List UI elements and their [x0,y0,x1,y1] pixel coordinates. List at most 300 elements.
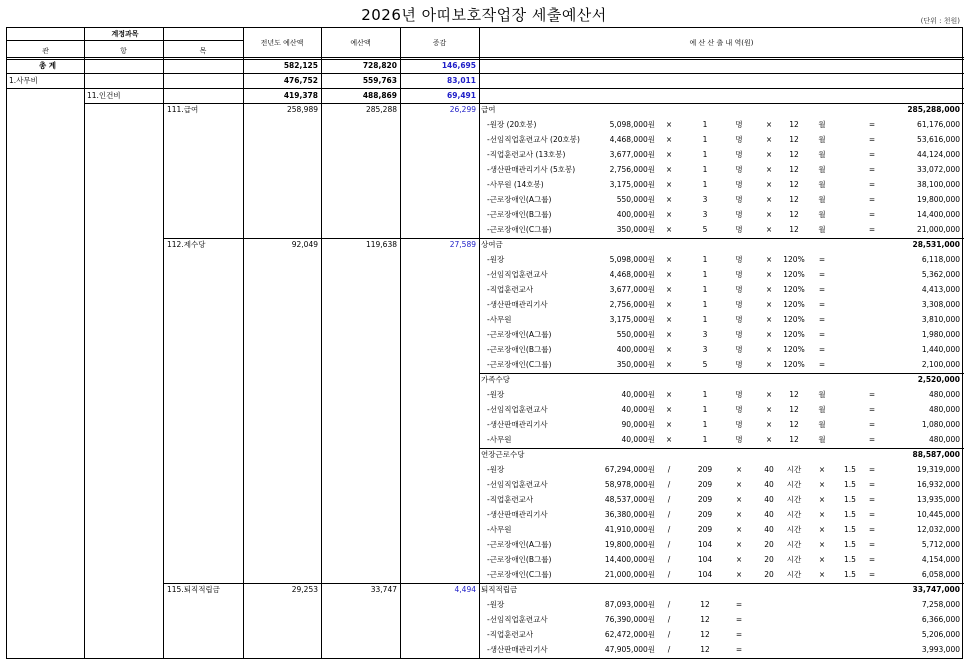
item-amount: 47,905,000원 [604,645,655,654]
row-budget: 559,763 [362,76,397,85]
row-mok: 115.퇴직적립금 [167,585,220,594]
row-hang: 11.인건비 [87,91,121,100]
item-unit: × [818,570,826,579]
item-op: × [665,195,673,204]
item-unit: = [818,330,826,339]
item-qty: 3 [702,195,708,204]
item-qty: 120% [783,360,805,369]
item-amount: 41,910,000원 [604,525,655,534]
item-op: × [765,345,773,354]
item-op: × [665,435,673,444]
item-op: × [765,180,773,189]
item-eq: = [868,135,876,144]
section-total: 2,520,000 [917,375,960,384]
item-unit: 명 [735,255,743,264]
item-op: × [765,390,773,399]
item-result: 3,993,000 [921,645,960,654]
item-qty: 120% [783,285,805,294]
item-result: 1,980,000 [921,330,960,339]
item-name: -선임직업훈련교사 [487,615,548,624]
item-qty: 1 [702,150,708,159]
row-budget: 285,288 [365,105,397,114]
item-qty: 120% [783,300,805,309]
item-qty: 시간 [786,555,802,564]
item-qty: 1 [702,165,708,174]
item-unit: = [735,615,743,624]
item-op: / [667,465,671,474]
item-unit: = [735,645,743,654]
item-op: × [765,150,773,159]
item-qty: 12 [789,180,799,189]
item-amount: 67,294,000원 [604,465,655,474]
item-amount: 40,000원 [621,390,655,399]
row-mok: 111.급여 [167,105,199,114]
item-name: -생산판매관리기사 [487,300,548,309]
item-amount: 400,000원 [616,345,655,354]
item-name: -근로장애인(B그룹) [487,555,552,564]
item-unit: 월 [818,210,826,219]
row-prev-budget: 419,378 [283,91,318,100]
item-unit: × [818,555,826,564]
item-op: / [667,480,671,489]
item-qty: 시간 [786,480,802,489]
item-name: -근로장애인(C그룹) [487,360,552,369]
item-amount: 76,390,000원 [604,615,655,624]
item-eq: = [868,120,876,129]
item-result: 53,616,000 [917,135,960,144]
item-qty: 209 [697,480,713,489]
item-name: -근로장애인(C그룹) [487,570,552,579]
item-op: × [765,270,773,279]
item-result: 480,000 [928,405,960,414]
row-diff: 83,011 [447,76,476,85]
item-eq: = [868,405,876,414]
item-unit: = [818,360,826,369]
item-op: × [765,225,773,234]
col-divider [84,28,85,658]
item-result: 1,440,000 [921,345,960,354]
item-result: 5,206,000 [921,630,960,639]
item-unit: = [818,300,826,309]
item-unit: × [735,510,743,519]
item-unit: = [818,270,826,279]
item-result: 13,935,000 [917,495,960,504]
item-result: 61,176,000 [917,120,960,129]
item-eq: = [868,225,876,234]
item-qty: 1 [702,300,708,309]
item-eq: = [868,435,876,444]
item-eq: = [868,480,876,489]
item-qty: 1 [702,435,708,444]
item-op: × [665,150,673,159]
item-name: -원장 [487,465,505,474]
item-qty: 5 [702,225,708,234]
header-double-line [7,59,964,60]
item-name: -사무원 [487,435,512,444]
item-op: × [665,270,673,279]
item-amount: 40,000원 [621,405,655,414]
item-qty: 12 [789,405,799,414]
item-qty: 104 [697,540,713,549]
row-line [7,73,964,74]
page-title: 2026년 아띠보호작업장 세출예산서 [361,6,607,24]
item-qty: 12 [789,390,799,399]
header-gwan: 관 [42,47,49,55]
item-unit: 명 [735,195,743,204]
item-unit: × [818,510,826,519]
item-result: 6,118,000 [921,255,960,264]
item-eq: = [868,525,876,534]
item-unit: 월 [818,165,826,174]
section-title: 급여 [481,105,496,114]
item-qty: 12 [789,120,799,129]
row-budget: 488,869 [362,91,397,100]
item-amount: 350,000원 [616,360,655,369]
item-op: × [665,300,673,309]
item-op: × [765,120,773,129]
item-eq: = [868,510,876,519]
row-gwan: 1.사무비 [9,76,38,85]
item-qty: 120% [783,255,805,264]
item-amount: 5,098,000원 [609,120,655,129]
header-budget: 예산액 [350,39,371,47]
header-subline [7,40,243,41]
budget-table [6,27,963,659]
item-name: -선임직업훈련교사 [487,480,548,489]
item-op: / [667,645,671,654]
col-divider [321,28,322,658]
row-prev-budget: 92,049 [291,240,318,249]
item-unit: × [818,525,826,534]
item-op: × [665,180,673,189]
item-op: 20 [764,555,774,564]
item-amount: 87,093,000원 [604,600,655,609]
item-amount: 5,098,000원 [609,255,655,264]
item-unit: 명 [735,420,743,429]
item-unit: 명 [735,345,743,354]
item-amount: 90,000원 [621,420,655,429]
item-name: -원장 (20호봉) [487,120,537,129]
item-amount: 350,000원 [616,225,655,234]
item-op: × [665,315,673,324]
item-qty: 209 [697,465,713,474]
item-op: × [665,255,673,264]
item-name: -생산판매관리기사 (5호봉) [487,165,576,174]
item-name: -생산판매관리기사 [487,645,548,654]
item-qty: 1 [702,270,708,279]
item-op: × [765,405,773,414]
item-op: × [665,135,673,144]
item-op: × [665,285,673,294]
row-budget: 119,638 [365,240,397,249]
item-qty: 시간 [786,510,802,519]
item-amount: 48,537,000원 [604,495,655,504]
section-total: 28,531,000 [912,240,960,249]
item-qty: 104 [697,555,713,564]
item-amount: 4,468,000원 [609,270,655,279]
item-name: -선임직업훈련교사 (20호봉) [487,135,580,144]
item-op: × [765,255,773,264]
item-op: × [665,165,673,174]
item-op: / [667,630,671,639]
item-unit: 명 [735,390,743,399]
item-qty: 시간 [786,540,802,549]
item-result: 3,810,000 [921,315,960,324]
item-amount: 3,677,000원 [609,150,655,159]
section-title: 상여금 [481,240,503,249]
item-unit: × [818,495,826,504]
item-eq: = [868,210,876,219]
item-eq: = [868,570,876,579]
item-amount: 550,000원 [616,330,655,339]
item-op: 1.5 [844,480,856,489]
item-op: 40 [764,465,774,474]
item-unit: 명 [735,150,743,159]
section-title: 연장근로수당 [481,450,525,459]
item-result: 19,319,000 [917,465,960,474]
header-mok: 목 [199,47,207,55]
section-total: 33,747,000 [912,585,960,594]
item-op: 20 [764,570,774,579]
item-unit: 명 [735,330,743,339]
item-qty: 12 [789,435,799,444]
item-name: -사무원 (14호봉) [487,180,544,189]
item-op: / [667,600,671,609]
item-op: × [765,285,773,294]
item-unit: × [735,525,743,534]
item-name: -사무원 [487,315,512,324]
item-amount: 400,000원 [616,210,655,219]
item-unit: 월 [818,390,826,399]
item-name: -원장 [487,390,505,399]
col-divider [163,28,164,658]
item-qty: 12 [789,165,799,174]
item-eq: = [868,420,876,429]
item-qty: 12 [789,210,799,219]
item-name: -생산판매관리기사 [487,420,548,429]
item-qty: 209 [697,495,713,504]
section-title: 퇴직적립금 [481,585,518,594]
item-eq: = [868,150,876,159]
item-unit: = [735,600,743,609]
item-amount: 19,800,000원 [604,540,655,549]
item-qty: 1 [702,315,708,324]
header-prev-budget: 전년도 예산액 [260,39,304,47]
item-result: 19,800,000 [917,195,960,204]
item-eq: = [868,180,876,189]
item-qty: 1 [702,420,708,429]
item-qty: 12 [789,195,799,204]
item-unit: 명 [735,165,743,174]
item-result: 21,000,000 [917,225,960,234]
item-name: -근로장애인(B그룹) [487,345,552,354]
header-hang: 항 [120,47,127,55]
item-op: 1.5 [844,570,856,579]
item-unit: = [818,255,826,264]
item-qty: 1 [702,405,708,414]
item-op: × [665,330,673,339]
item-amount: 62,472,000원 [604,630,655,639]
item-unit: 월 [818,120,826,129]
item-op: × [765,165,773,174]
item-eq: = [868,165,876,174]
item-unit: × [735,555,743,564]
header-group: 계정과목 [111,30,139,38]
item-eq: = [868,540,876,549]
col-divider [400,28,401,658]
item-qty: 시간 [786,465,802,474]
col-divider [243,28,244,658]
item-op: 1.5 [844,555,856,564]
item-op: / [667,615,671,624]
item-op: 40 [764,480,774,489]
item-op: 1.5 [844,465,856,474]
item-qty: 209 [697,510,713,519]
item-qty: 1 [702,390,708,399]
item-op: / [667,510,671,519]
item-op: 1.5 [844,525,856,534]
item-op: × [765,435,773,444]
item-unit: 월 [818,435,826,444]
item-name: -근로장애인(C그룹) [487,225,552,234]
item-qty: 1 [702,255,708,264]
header-detail: 예 산 산 출 내 역(원) [689,39,754,47]
item-unit: × [818,465,826,474]
item-result: 33,072,000 [917,165,960,174]
item-unit: × [735,570,743,579]
item-op: × [665,225,673,234]
item-qty: 3 [702,210,708,219]
item-qty: 120% [783,330,805,339]
item-result: 12,032,000 [917,525,960,534]
item-unit: 명 [735,315,743,324]
item-result: 4,413,000 [921,285,960,294]
item-op: / [667,540,671,549]
item-op: × [765,195,773,204]
item-qty: 12 [700,630,710,639]
item-amount: 40,000원 [621,435,655,444]
item-qty: 3 [702,345,708,354]
item-name: -직업훈련교사 [487,285,534,294]
item-name: -원장 [487,255,505,264]
item-unit: 명 [735,300,743,309]
item-result: 38,100,000 [917,180,960,189]
row-prev-budget: 582,125 [283,61,318,70]
item-amount: 3,175,000원 [609,180,655,189]
item-unit: 명 [735,225,743,234]
item-qty: 12 [700,615,710,624]
item-amount: 3,175,000원 [609,315,655,324]
item-unit: × [735,465,743,474]
item-result: 480,000 [928,435,960,444]
item-unit: = [818,315,826,324]
item-op: × [665,345,673,354]
item-op: 40 [764,510,774,519]
item-op: × [765,300,773,309]
item-amount: 3,677,000원 [609,285,655,294]
item-amount: 4,468,000원 [609,135,655,144]
item-name: -직업훈련교사 [487,630,534,639]
item-qty: 3 [702,330,708,339]
item-unit: 명 [735,135,743,144]
item-unit: 월 [818,180,826,189]
item-amount: 2,756,000원 [609,300,655,309]
item-amount: 2,756,000원 [609,165,655,174]
row-mok: 112.제수당 [167,240,206,249]
item-name: -근로장애인(A그룹) [487,330,552,339]
item-name: -직업훈련교사 (13호봉) [487,150,566,159]
item-unit: 월 [818,420,826,429]
item-amount: 21,000,000원 [604,570,655,579]
item-op: × [665,120,673,129]
row-diff: 4,494 [454,585,476,594]
item-unit: = [735,630,743,639]
item-qty: 12 [789,150,799,159]
item-result: 7,258,000 [921,600,960,609]
item-result: 16,932,000 [917,480,960,489]
item-op: × [665,210,673,219]
item-qty: 104 [697,570,713,579]
item-op: × [665,390,673,399]
item-amount: 36,380,000원 [604,510,655,519]
header-bottom-line [7,57,964,58]
item-result: 5,362,000 [921,270,960,279]
item-amount: 14,400,000원 [604,555,655,564]
item-result: 44,124,000 [917,150,960,159]
row-diff: 69,491 [447,91,476,100]
item-amount: 58,978,000원 [604,480,655,489]
row-diff: 26,299 [449,105,476,114]
header-diff: 증감 [432,39,447,47]
item-op: × [765,420,773,429]
item-result: 2,100,000 [921,360,960,369]
item-result: 10,445,000 [917,510,960,519]
item-qty: 5 [702,360,708,369]
item-op: × [665,360,673,369]
item-op: 1.5 [844,510,856,519]
row-gwan: 총 계 [38,61,57,70]
item-op: × [665,405,673,414]
item-unit: × [735,480,743,489]
item-result: 14,400,000 [917,210,960,219]
item-qty: 12 [700,645,710,654]
item-unit: × [818,540,826,549]
item-eq: = [868,465,876,474]
item-eq: = [868,390,876,399]
item-op: × [765,315,773,324]
section-total: 88,587,000 [912,450,960,459]
item-unit: 명 [735,180,743,189]
item-unit: = [818,285,826,294]
item-eq: = [868,555,876,564]
item-qty: 시간 [786,525,802,534]
item-unit: 월 [818,150,826,159]
section-title: 가족수당 [481,375,510,384]
item-op: 1.5 [844,495,856,504]
item-op: / [667,570,671,579]
item-result: 1,080,000 [921,420,960,429]
item-op: 40 [764,495,774,504]
item-qty: 시간 [786,570,802,579]
item-op: / [667,525,671,534]
unit-label: (단위 : 천원) [920,17,960,25]
col-divider [479,28,480,658]
item-unit: 월 [818,195,826,204]
item-qty: 1 [702,120,708,129]
item-name: -근로장애인(A그룹) [487,195,552,204]
row-budget: 33,747 [370,585,397,594]
item-unit: 월 [818,135,826,144]
